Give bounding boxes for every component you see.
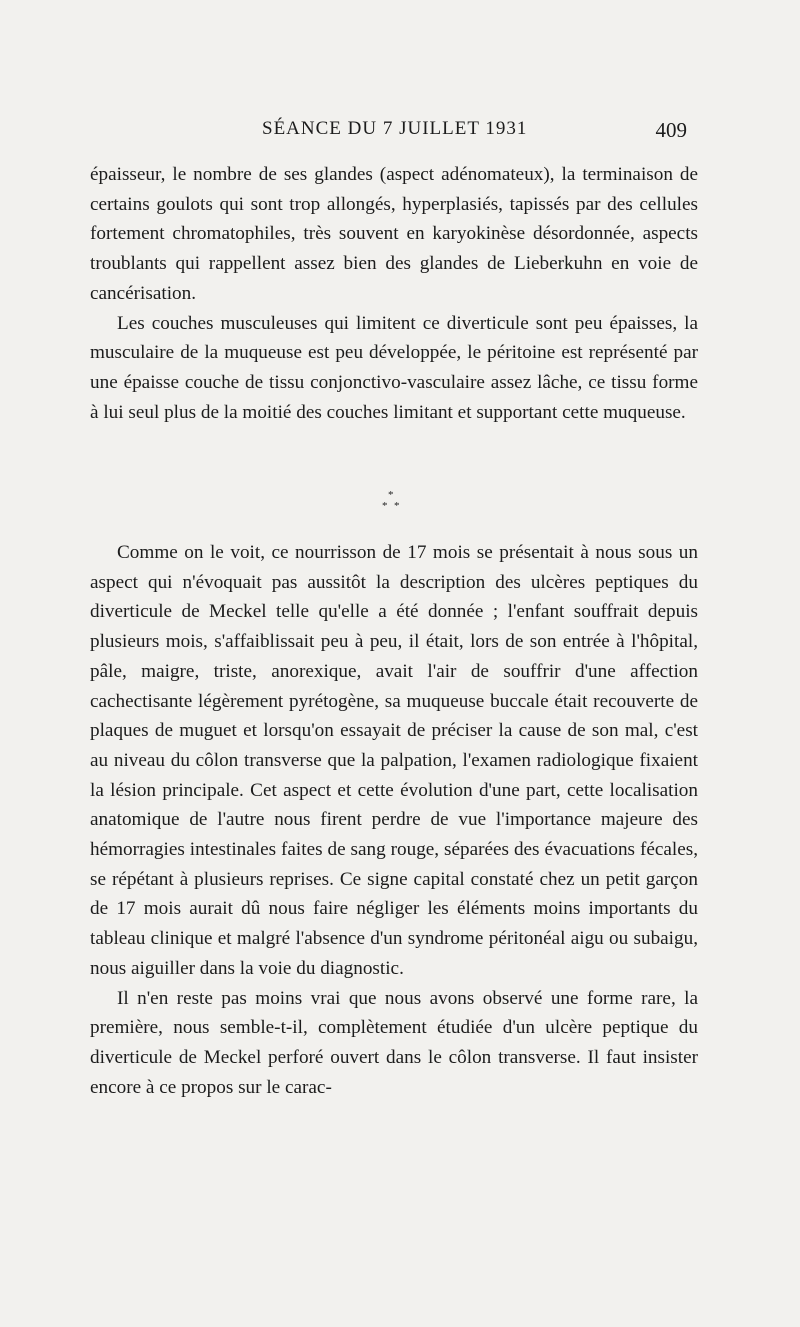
asterism-star: * [394, 500, 400, 512]
text-block-2 [90, 538, 698, 1102]
paragraph: Comme on le voit, ce nourrisson de 17 mois se présentait à nous sous un aspect qui n'évoquait pas aussitôt la description des ulcères peptiques du diverticule de Meckel telle qu'elle a été donnée ; l'enfant souffrait depuis plusieurs mois, s'affaiblissait peu à peu, il était, lors de son entrée à l'hôpital, pâle, maigre, triste, anorexique, avait l'air de souffrir d'une affection cachectisante légèrement pyrétogène, sa muqueuse buccale était recouverte de plaques de muguet et lorsqu'on essayait de préciser la cause de son mal, c'est au niveau du côlon transverse que la palpation, l'examen radiologique fixaient la lésion principale. Cet aspect et cette évolution d'une part, cette localisation anatomique de l'autre nous firent perdre de vue l'importance majeure des hémorragies intestinales faites de sang rouge, séparées des évacuations fécales, se répétant à plusieurs reprises. Ce signe capital constaté chez un petit garçon de 17 mois aurait dû nous faire négliger les éléments moins importants du tableau clinique et malgré l'absence d'un syndrome péritonéal aigu ou subaigu, nous aiguiller dans la voie du diagnostic. [90, 542, 698, 979]
paragraph: Les couches musculeuses qui limitent ce diverticule sont peu épaisses, la musculaire de la muqueuse est peu développée, le péritoine est représenté par une épaisse couche de tissu conjonctivo-vasculaire assez lâche, ce tissu forme à lui seul plus de la moitié des couches limitant et supportant cette muqueuse. [90, 312, 698, 423]
page-number: 409 [655, 118, 687, 142]
asterism-separator [380, 490, 402, 516]
paragraph: Il n'en reste pas moins vrai que nous avons observé une forme rare, la première, nous semble-t-il, complètement étudiée d'un ulcère peptique du diverticule de Meckel perforé ouvert dans le côlon transverse. Il faut insister encore à ce propos sur le carac- [90, 987, 698, 1098]
running-head: SÉANCE DU 7 JUILLET 1931 [262, 118, 528, 139]
page-header [90, 118, 687, 152]
paragraph: épaisseur, le nombre de ses glandes (aspect adénomateux), la terminaison de certains goulots qui sont trop allongés, hyperplasiés, tapissés par des cellules fortement chromatophiles, très souvent en karyokinèse désordonnée, aspects troublants qui rappellent assez bien des glandes de Lieberkuhn en voie de cancérisation. [90, 164, 698, 304]
text-block-1 [90, 160, 698, 427]
asterism-star: * [388, 489, 394, 501]
asterism-star: * [382, 500, 388, 512]
